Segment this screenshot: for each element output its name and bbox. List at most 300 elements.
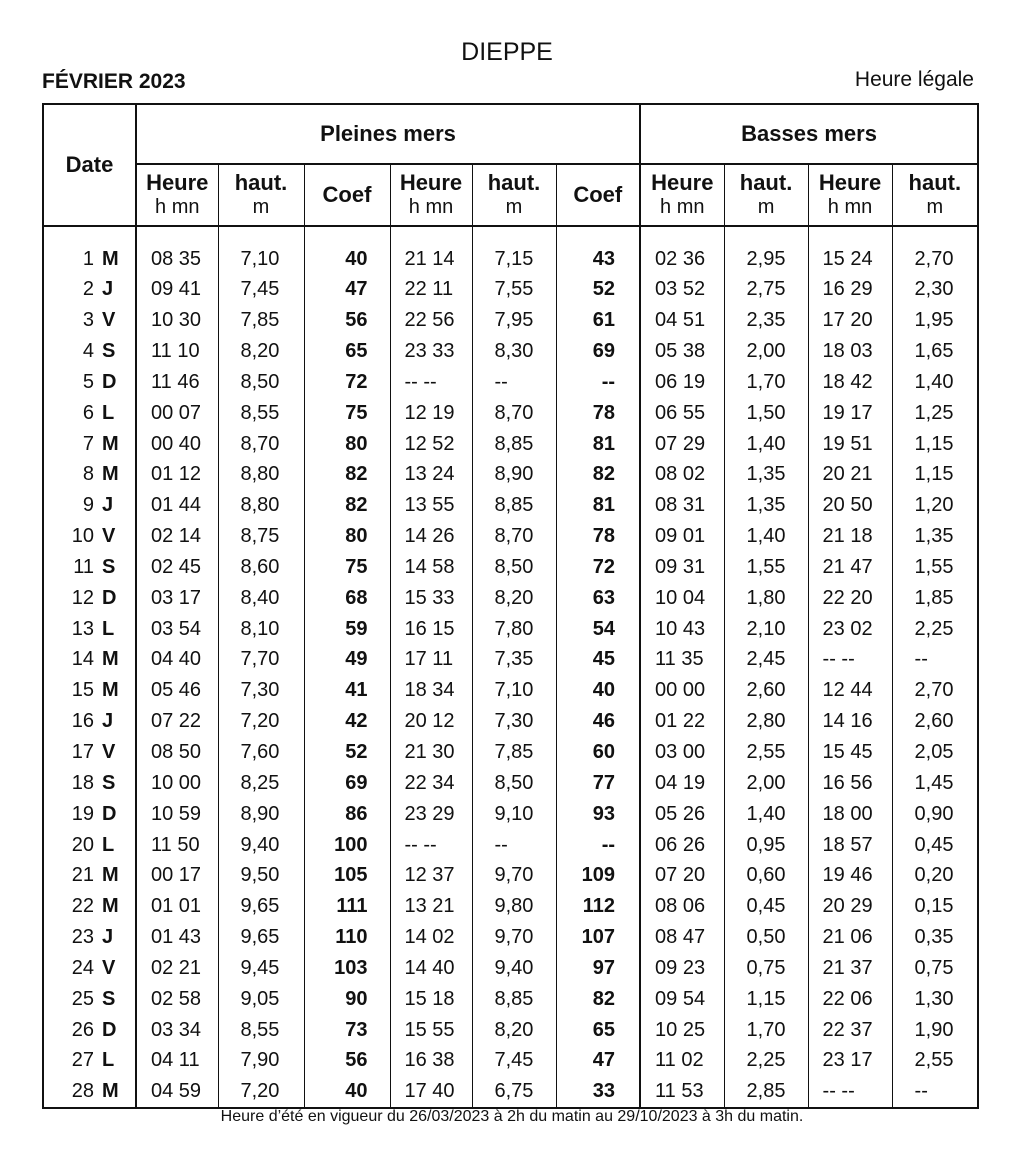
pm2-coef-cell: 97	[556, 952, 640, 983]
pm2-heure-cell: 22 56	[390, 305, 472, 336]
pm2-coef-cell: 60	[556, 737, 640, 768]
pm2-haut-cell: 8,85	[472, 490, 556, 521]
pm1-heure-cell: 01 43	[136, 922, 218, 953]
day-number: 4	[82, 340, 94, 363]
weekday-letter: S	[102, 340, 116, 363]
pm2-coef-cell: 82	[556, 983, 640, 1014]
weekday-letter: V	[102, 741, 116, 763]
bm1-haut-cell: 1,35	[724, 459, 808, 490]
day-number: 26	[71, 1018, 94, 1041]
bm1-heure-header: Heure h mn	[640, 164, 724, 226]
date-cell	[43, 552, 136, 583]
bm2-heure-cell: 15 45	[808, 737, 892, 768]
pm1-coef-cell: 68	[304, 582, 390, 613]
table-row	[43, 490, 978, 521]
pm2-heure-header: Heure h mn	[390, 164, 472, 226]
pm1-heure-cell: 11 50	[136, 829, 218, 860]
pm2-haut-cell: 7,95	[472, 305, 556, 336]
date-cell	[43, 336, 136, 367]
pm2-heure-cell: 20 12	[390, 706, 472, 737]
date-cell	[43, 644, 136, 675]
bm1-heure-cell: 10 25	[640, 1014, 724, 1045]
bm1-heure-cell: 11 35	[640, 644, 724, 675]
bm2-heure-cell: 18 57	[808, 829, 892, 860]
table-row	[43, 428, 978, 459]
date-cell	[43, 1045, 136, 1076]
bm2-haut-cell: 1,40	[914, 370, 954, 393]
bm2-heure-cell: 21 18	[808, 521, 892, 552]
bm2-heure-cell: 20 50	[808, 490, 892, 521]
pm1-coef-cell: 59	[304, 613, 390, 644]
table-row	[43, 922, 978, 953]
pm2-heure-cell: 13 55	[390, 490, 472, 521]
day-number: 12	[71, 586, 94, 609]
pm2-coef-cell: 65	[556, 1014, 640, 1045]
date-cell	[43, 274, 136, 305]
weekday-letter: S	[102, 771, 116, 794]
pm2-coef-cell: 78	[556, 397, 640, 428]
pm1-heure-cell: 03 54	[136, 613, 218, 644]
weekday-letter: M	[102, 648, 119, 671]
date-cell	[43, 305, 136, 336]
weekday-letter: V	[102, 309, 116, 332]
month-label: FÉVRIER 2023	[42, 70, 186, 93]
weekday-letter: M	[102, 247, 119, 270]
bm2-haut-cell: 1,20	[914, 494, 954, 517]
pm1-haut-cell: 8,80	[218, 490, 304, 521]
bm2-haut-cell: 2,05	[914, 741, 954, 763]
table-row	[43, 675, 978, 706]
pm1-heure-cell: 10 30	[136, 305, 218, 336]
bm2-haut-cell: 1,25	[914, 401, 954, 424]
pm2-coef-cell: 40	[556, 675, 640, 706]
pm1-heure-cell: 10 59	[136, 798, 218, 829]
pm1-haut-cell: 8,20	[218, 336, 304, 367]
bm1-haut-cell: 0,50	[724, 922, 808, 953]
pm1-coef-cell: 82	[304, 459, 390, 490]
day-number: 25	[71, 987, 94, 1010]
pm1-heure-cell: 09 41	[136, 274, 218, 305]
day-number: 3	[82, 309, 94, 332]
pm2-heure-cell: 23 33	[390, 336, 472, 367]
bm2-heure-cell: 21 47	[808, 552, 892, 583]
bm1-haut-cell: 1,55	[724, 552, 808, 583]
day-number: 1	[82, 247, 94, 270]
pm2-heure-cell: 22 34	[390, 767, 472, 798]
pm1-coef-cell: 52	[304, 737, 390, 768]
bm1-heure-cell: 07 20	[640, 860, 724, 891]
pm2-heure-cell: 13 24	[390, 459, 472, 490]
bm1-haut-cell: 2,85	[724, 1076, 808, 1108]
weekday-letter: D	[102, 802, 117, 825]
pm1-coef-cell: 75	[304, 552, 390, 583]
pm2-coef-cell: 52	[556, 274, 640, 305]
pm2-heure-cell: 15 55	[390, 1014, 472, 1045]
pm1-coef-cell: 90	[304, 983, 390, 1014]
bm2-heure-cell: 22 20	[808, 582, 892, 613]
bm1-heure-cell: 11 02	[640, 1045, 724, 1076]
pm1-haut-cell: 9,40	[218, 829, 304, 860]
date-cell	[43, 397, 136, 428]
pm2-haut-cell: 7,35	[472, 644, 556, 675]
pm1-haut-cell: 8,90	[218, 798, 304, 829]
pm2-coef-cell: 54	[556, 613, 640, 644]
pm2-coef-cell: 45	[556, 644, 640, 675]
pm2-haut-cell: 8,30	[472, 336, 556, 367]
bm2-haut-cell: 1,85	[914, 586, 954, 609]
pm2-coef-cell: 72	[556, 552, 640, 583]
bm2-haut-cell: 0,75	[914, 956, 954, 979]
pm1-heure-cell: 11 46	[136, 366, 218, 397]
bm2-heure-cell: 18 42	[808, 366, 892, 397]
day-number: 14	[71, 648, 94, 671]
bm2-haut-cell: 2,55	[914, 1049, 954, 1072]
date-cell	[43, 922, 136, 953]
pm1-coef-cell: 80	[304, 521, 390, 552]
pm1-haut-cell: 7,90	[218, 1045, 304, 1076]
pm2-haut-cell: 9,80	[472, 891, 556, 922]
pm2-heure-cell: 12 37	[390, 860, 472, 891]
pm1-heure-cell: 10 00	[136, 767, 218, 798]
bm2-haut-cell: 1,35	[914, 525, 954, 548]
pm1-heure-cell: 03 34	[136, 1014, 218, 1045]
bm2-haut-cell: 1,15	[914, 432, 954, 455]
pm2-coef-cell: 82	[556, 459, 640, 490]
bm2-haut-cell: 2,60	[914, 710, 954, 733]
pm2-heure-cell: 23 29	[390, 798, 472, 829]
pm1-coef-cell: 56	[304, 1045, 390, 1076]
pm1-coef-cell: 40	[304, 243, 390, 274]
pm1-heure-cell: 01 12	[136, 459, 218, 490]
day-number: 22	[71, 895, 94, 918]
pm1-haut-cell: 8,60	[218, 552, 304, 583]
bm1-haut-cell: 1,40	[724, 798, 808, 829]
bm1-haut-cell: 1,35	[724, 490, 808, 521]
day-number: 23	[71, 926, 94, 949]
bm1-haut-cell: 2,55	[724, 737, 808, 768]
pm2-haut-cell: 9,70	[472, 922, 556, 953]
weekday-letter: M	[102, 679, 119, 702]
pm1-coef-cell: 65	[304, 336, 390, 367]
day-number: 16	[71, 710, 94, 733]
pm1-heure-cell: 00 07	[136, 397, 218, 428]
date-cell	[43, 737, 136, 768]
bm1-heure-cell: 08 31	[640, 490, 724, 521]
pm2-haut-cell: 7,15	[472, 243, 556, 274]
date-cell	[43, 428, 136, 459]
pm2-haut-cell: --	[472, 366, 556, 397]
pm2-coef-cell: 47	[556, 1045, 640, 1076]
pleines-mers-header: Pleines mers	[136, 104, 640, 164]
pm2-coef-cell: 81	[556, 428, 640, 459]
bm1-heure-cell: 08 02	[640, 459, 724, 490]
bm2-heure-cell: 12 44	[808, 675, 892, 706]
table-row	[43, 274, 978, 305]
date-cell	[43, 582, 136, 613]
pm2-haut-cell: 7,30	[472, 706, 556, 737]
bm2-haut-cell: 0,20	[914, 864, 954, 887]
pm1-coef-header: Coef	[304, 164, 390, 226]
pm1-haut-cell: 9,45	[218, 952, 304, 983]
weekday-letter: J	[102, 494, 114, 517]
bm1-heure-cell: 03 00	[640, 737, 724, 768]
bm2-heure-cell: 19 51	[808, 428, 892, 459]
date-cell	[43, 459, 136, 490]
pm1-haut-cell: 8,75	[218, 521, 304, 552]
pm2-haut-cell: 9,70	[472, 860, 556, 891]
pm1-coef-cell: 40	[304, 1076, 390, 1108]
bm1-heure-cell: 08 06	[640, 891, 724, 922]
weekday-letter: V	[102, 956, 116, 979]
pm1-coef-cell: 49	[304, 644, 390, 675]
pm1-heure-cell: 11 10	[136, 336, 218, 367]
table-row	[43, 829, 978, 860]
bm2-heure-cell: 22 37	[808, 1014, 892, 1045]
date-cell	[43, 1014, 136, 1045]
weekday-letter: M	[102, 432, 119, 455]
pm2-coef-cell: 69	[556, 336, 640, 367]
footer-note: Heure d’été en vigueur du 26/03/2023 à 2h du matin au 29/10/2023 à 3h du matin.	[220, 1108, 804, 1125]
table-row	[43, 459, 978, 490]
day-number: 13	[71, 617, 94, 640]
weekday-letter: M	[102, 463, 119, 486]
table-row	[43, 336, 978, 367]
pm2-haut-cell: 8,70	[472, 397, 556, 428]
table-row	[43, 891, 978, 922]
pm1-heure-cell: 02 21	[136, 952, 218, 983]
table-row	[43, 983, 978, 1014]
pm1-heure-cell: 02 14	[136, 521, 218, 552]
pm1-haut-cell: 8,40	[218, 582, 304, 613]
table-row	[43, 860, 978, 891]
bm2-heure-cell: 23 17	[808, 1045, 892, 1076]
pm2-heure-cell: 16 38	[390, 1045, 472, 1076]
bm1-heure-cell: 11 53	[640, 1076, 724, 1108]
bm2-haut-cell: 1,45	[914, 771, 954, 794]
pm1-coef-cell: 110	[304, 922, 390, 953]
weekday-letter: S	[102, 555, 116, 578]
bm1-haut-cell: 2,75	[724, 274, 808, 305]
table-row	[43, 737, 978, 768]
pm2-coef-cell: 63	[556, 582, 640, 613]
bm1-haut-cell: 1,15	[724, 983, 808, 1014]
table-row	[43, 552, 978, 583]
bm1-heure-cell: 09 31	[640, 552, 724, 583]
bm2-haut-cell: --	[914, 1080, 928, 1103]
day-number: 17	[71, 741, 94, 763]
pm1-haut-cell: 9,65	[218, 891, 304, 922]
bm1-haut-cell: 1,80	[724, 582, 808, 613]
bm2-haut-cell: 1,65	[914, 340, 954, 363]
bm1-haut-cell: 2,60	[724, 675, 808, 706]
weekday-letter: D	[102, 586, 117, 609]
pm2-coef-cell: 112	[556, 891, 640, 922]
day-number: 19	[71, 802, 94, 825]
bm1-haut-cell: 2,10	[724, 613, 808, 644]
pm1-coef-cell: 103	[304, 952, 390, 983]
day-number: 9	[82, 494, 94, 517]
weekday-letter: L	[102, 401, 115, 424]
bm1-haut-cell: 2,00	[724, 767, 808, 798]
pm1-heure-cell: 02 58	[136, 983, 218, 1014]
pm1-coef-cell: 69	[304, 767, 390, 798]
pm2-coef-cell: 107	[556, 922, 640, 953]
bm2-heure-cell: -- --	[808, 1076, 892, 1108]
basses-mers-header: Basses mers	[640, 104, 978, 164]
table-row	[43, 521, 978, 552]
pm1-coef-cell: 75	[304, 397, 390, 428]
date-cell	[43, 767, 136, 798]
pm1-haut-cell: 7,30	[218, 675, 304, 706]
day-number: 7	[82, 432, 94, 455]
pm2-haut-cell: 8,50	[472, 552, 556, 583]
pm2-haut-cell: 7,10	[472, 675, 556, 706]
bm2-heure-header: Heure h mn	[808, 164, 892, 226]
bm1-heure-cell: 04 51	[640, 305, 724, 336]
bm1-haut-cell: 2,80	[724, 706, 808, 737]
bm2-heure-cell: 20 21	[808, 459, 892, 490]
tide-table	[42, 103, 979, 1109]
date-cell	[43, 675, 136, 706]
bm1-haut-cell: 2,25	[724, 1045, 808, 1076]
bm1-heure-cell: 09 01	[640, 521, 724, 552]
bm2-haut-cell: 0,45	[914, 833, 954, 856]
bm1-heure-cell: 06 55	[640, 397, 724, 428]
pm2-heure-cell: 14 02	[390, 922, 472, 953]
table-row	[43, 582, 978, 613]
date-cell	[43, 521, 136, 552]
bm1-heure-cell: 04 19	[640, 767, 724, 798]
pm2-heure-cell: 12 52	[390, 428, 472, 459]
bm1-haut-cell: 0,60	[724, 860, 808, 891]
bm2-haut-cell: 1,90	[914, 1018, 954, 1041]
bm1-haut-cell: 1,40	[724, 428, 808, 459]
bm2-haut-cell: 1,30	[914, 987, 954, 1010]
pm1-coef-cell: 72	[304, 366, 390, 397]
table-row	[43, 366, 978, 397]
pm1-coef-cell: 56	[304, 305, 390, 336]
bm1-haut-cell: 0,45	[724, 891, 808, 922]
day-number: 27	[71, 1049, 94, 1072]
bm1-heure-cell: 05 38	[640, 336, 724, 367]
bm2-heure-cell: 23 02	[808, 613, 892, 644]
day-number: 2	[82, 278, 94, 301]
table-row	[43, 397, 978, 428]
bm1-heure-cell: 10 04	[640, 582, 724, 613]
day-number: 8	[82, 463, 94, 486]
bm2-haut-cell: 0,15	[914, 895, 954, 918]
pm2-haut-cell: 7,80	[472, 613, 556, 644]
bm1-haut-cell: 0,95	[724, 829, 808, 860]
pm1-haut-cell: 8,55	[218, 397, 304, 428]
pm2-coef-header: Coef	[556, 164, 640, 226]
bm1-heure-cell: 03 52	[640, 274, 724, 305]
pm2-coef-cell: 81	[556, 490, 640, 521]
pm2-haut-cell: 7,85	[472, 737, 556, 768]
pm2-heure-cell: 17 11	[390, 644, 472, 675]
bm1-haut-cell: 2,00	[724, 336, 808, 367]
bm1-haut-cell: 2,95	[724, 243, 808, 274]
weekday-letter: J	[102, 926, 114, 949]
bm2-haut-cell: 2,30	[914, 278, 954, 301]
pm1-heure-cell: 01 01	[136, 891, 218, 922]
pm2-coef-cell: 43	[556, 243, 640, 274]
day-number: 28	[71, 1080, 94, 1103]
pm2-haut-header: haut. m	[472, 164, 556, 226]
date-cell	[43, 891, 136, 922]
table-row	[43, 1014, 978, 1045]
pm1-haut-cell: 7,20	[218, 1076, 304, 1108]
day-number: 18	[71, 771, 94, 794]
weekday-letter: M	[102, 895, 119, 918]
bm1-haut-cell: 0,75	[724, 952, 808, 983]
bm2-haut-cell: 1,55	[914, 555, 954, 578]
bm1-heure-cell: 09 54	[640, 983, 724, 1014]
tide-table-body	[43, 226, 978, 1108]
pm1-coef-cell: 80	[304, 428, 390, 459]
bm1-heure-cell: 01 22	[640, 706, 724, 737]
pm1-heure-header: Heure h mn	[136, 164, 218, 226]
bm2-heure-cell: 19 17	[808, 397, 892, 428]
bm2-heure-cell: 18 00	[808, 798, 892, 829]
bm2-heure-cell: 14 16	[808, 706, 892, 737]
timezone-label: Heure légale	[854, 68, 974, 91]
pm1-haut-cell: 8,50	[218, 366, 304, 397]
pm1-coef-cell: 111	[304, 891, 390, 922]
date-cell	[43, 243, 136, 274]
pm1-haut-cell: 8,25	[218, 767, 304, 798]
bm1-haut-cell: 1,50	[724, 397, 808, 428]
pm2-haut-cell: 7,45	[472, 1045, 556, 1076]
pm1-heure-cell: 04 59	[136, 1076, 218, 1108]
pm1-heure-cell: 02 45	[136, 552, 218, 583]
pm2-heure-cell: -- --	[390, 366, 472, 397]
bm2-heure-cell: 19 46	[808, 860, 892, 891]
bm2-heure-cell: 21 37	[808, 952, 892, 983]
date-header: Date	[43, 104, 136, 226]
pm1-haut-cell: 7,85	[218, 305, 304, 336]
day-number: 6	[82, 401, 94, 424]
pm1-haut-header: haut. m	[218, 164, 304, 226]
table-row	[43, 1076, 978, 1108]
pm1-heure-cell: 08 50	[136, 737, 218, 768]
bm2-heure-cell: 21 06	[808, 922, 892, 953]
bm2-heure-cell: 16 56	[808, 767, 892, 798]
pm1-haut-cell: 9,50	[218, 860, 304, 891]
pm2-heure-cell: 14 26	[390, 521, 472, 552]
bm1-haut-cell: 1,40	[724, 521, 808, 552]
weekday-letter: J	[102, 710, 114, 733]
day-number: 15	[71, 679, 94, 702]
weekday-letter: D	[102, 370, 117, 393]
pm2-heure-cell: 18 34	[390, 675, 472, 706]
date-cell	[43, 613, 136, 644]
pm1-haut-cell: 7,60	[218, 737, 304, 768]
day-number: 21	[71, 864, 94, 887]
date-cell	[43, 860, 136, 891]
pm1-haut-cell: 7,70	[218, 644, 304, 675]
pm1-coef-cell: 100	[304, 829, 390, 860]
pm1-coef-cell: 105	[304, 860, 390, 891]
bm1-heure-cell: 05 26	[640, 798, 724, 829]
bm2-heure-cell: -- --	[808, 644, 892, 675]
bm2-haut-header: haut. m	[892, 164, 978, 226]
day-number: 11	[73, 555, 94, 578]
pm2-heure-cell: 15 18	[390, 983, 472, 1014]
pm1-coef-cell: 82	[304, 490, 390, 521]
weekday-letter: M	[102, 1080, 119, 1103]
pm2-heure-cell: 13 21	[390, 891, 472, 922]
